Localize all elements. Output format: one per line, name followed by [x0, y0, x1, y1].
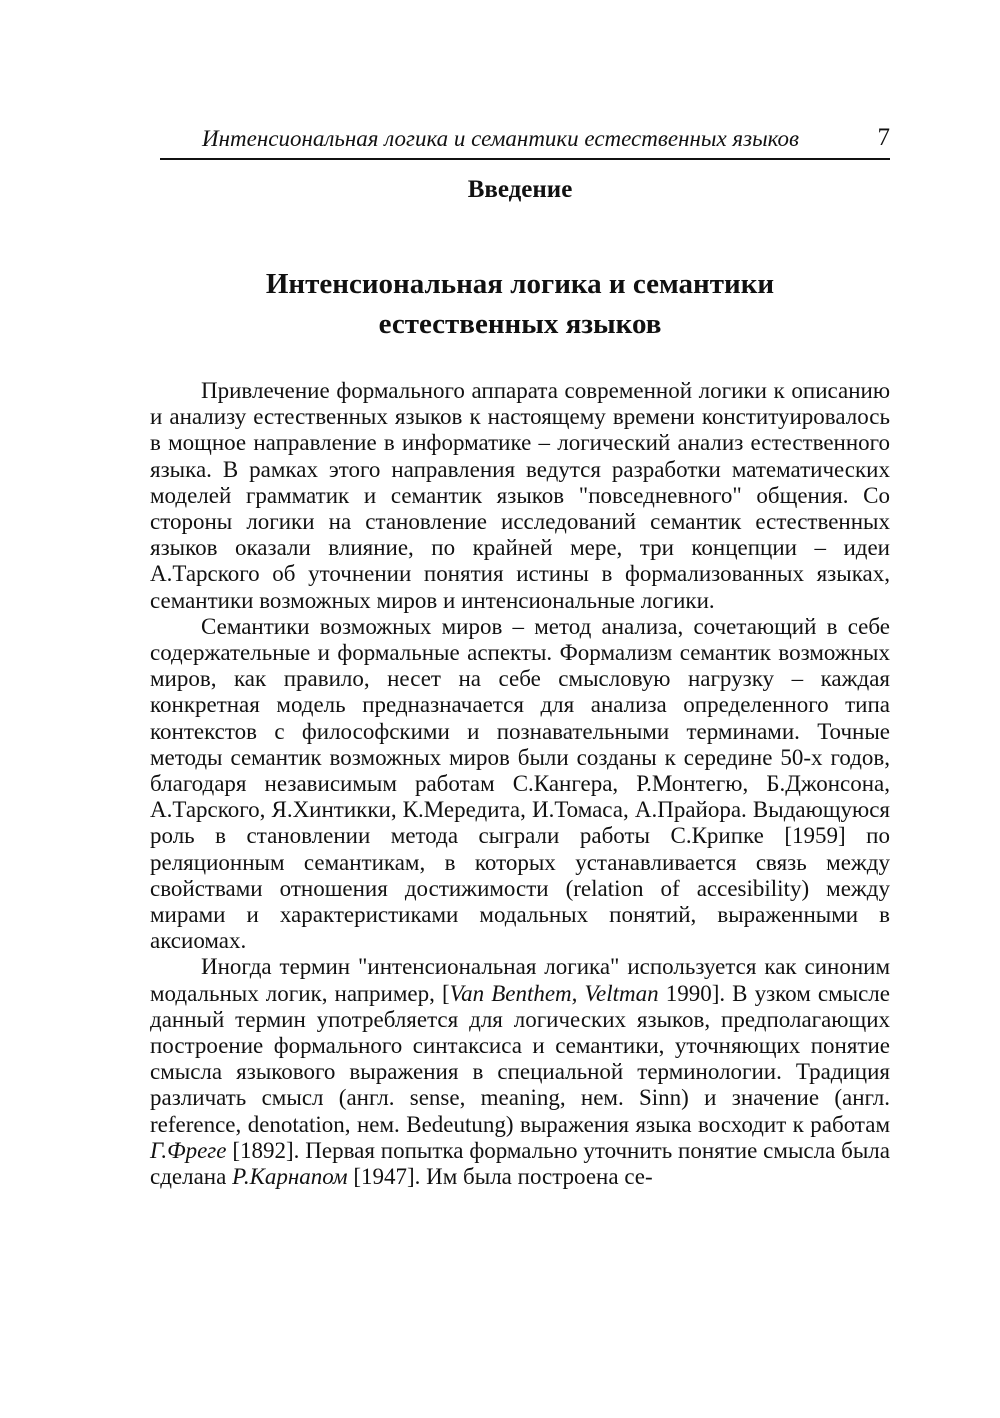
- page-number: 7: [877, 124, 890, 151]
- citation-frege: Г.Фреге: [150, 1137, 227, 1163]
- paragraph-1: Привлечение формального аппарата современной логики к описанию и анализу естественных языков к настоящему времени конституировалось в мощное направление в информатике – логический анализ естественного языка. В рамках этого направления ведутся разработки математических моделей грамматик и семантик языков "повседневного" общения. Со стороны логики на становление исследований семантик естественных языков оказали влияние, по крайней мере, три концепции – идеи А.Тарского об уточнении понятия истины в формализованных языках, семантики возможных миров и интенсиональные логики.: [150, 378, 890, 613]
- paragraph-3-part-d: [1947]. Им была построена се-: [347, 1164, 653, 1190]
- paragraph-3-part-a: Иногда термин "интенсиональная логика" используется как синоним модальных логик, например, [: [150, 954, 890, 1006]
- paragraph-2: Семантики возможных миров – метод анализа, сочетающий в себе содержательные и формальные аспекты. Формализм семантик возможных миров, как правило, несет на себе смысловую нагрузку – каждая конкретная модель предназначается для анализа определенного типа контекстов с философскими и познавательными терминами. Точные методы семантик возможных миров были созданы к середине 50-х годов, благодаря независимым работам С.Кангера, Р.Монтегю, Б.Джонсона, А.Тарского, Я.Хинтикки, К.Мередита, И.Томаса, А.Прайора. Выдающуюся роль в становлении метода сыграли работы С.Крипке [1959] по реляционным семантикам, в которых устанавливается связь между свойствами отношения достижимости (relation of accesibility) между мирами и характеристиками модальных понятий, выраженными в аксиомах.: [150, 613, 890, 954]
- paragraph-3: [150, 954, 890, 1190]
- chapter-title-line-1: Интенсиональная логика и семантики: [265, 268, 775, 300]
- body-text: [150, 378, 890, 1190]
- chapter-title-line-2: естественных языков: [378, 308, 662, 340]
- section-label: Введение: [467, 176, 573, 203]
- paragraph-3-part-b: 1990]. В узком смысле данный термин употребляется для логических языков, предполагающих построение формального синтаксиса и семантики, уточняющих понятие смысла языкового выражения в специальной терминологии. Традиция различать смысл (англ. sense, meaning, нем. Sinn) и значение (англ. reference, denotation, нем. Bedeutung) выражения языка восходит к работам: [150, 980, 890, 1137]
- citation-van-benthem: Van Benthem, Veltman: [449, 980, 659, 1006]
- running-header: [160, 122, 890, 160]
- chapter-title: [150, 264, 890, 344]
- paragraph-3-part-c: [1892]. Первая попытка формально уточнить понятие смысла была сделана: [150, 1137, 890, 1190]
- running-title: Интенсиональная логика и семантики естественных языков: [202, 126, 800, 151]
- citation-carnap: Р.Карнапом: [232, 1164, 348, 1190]
